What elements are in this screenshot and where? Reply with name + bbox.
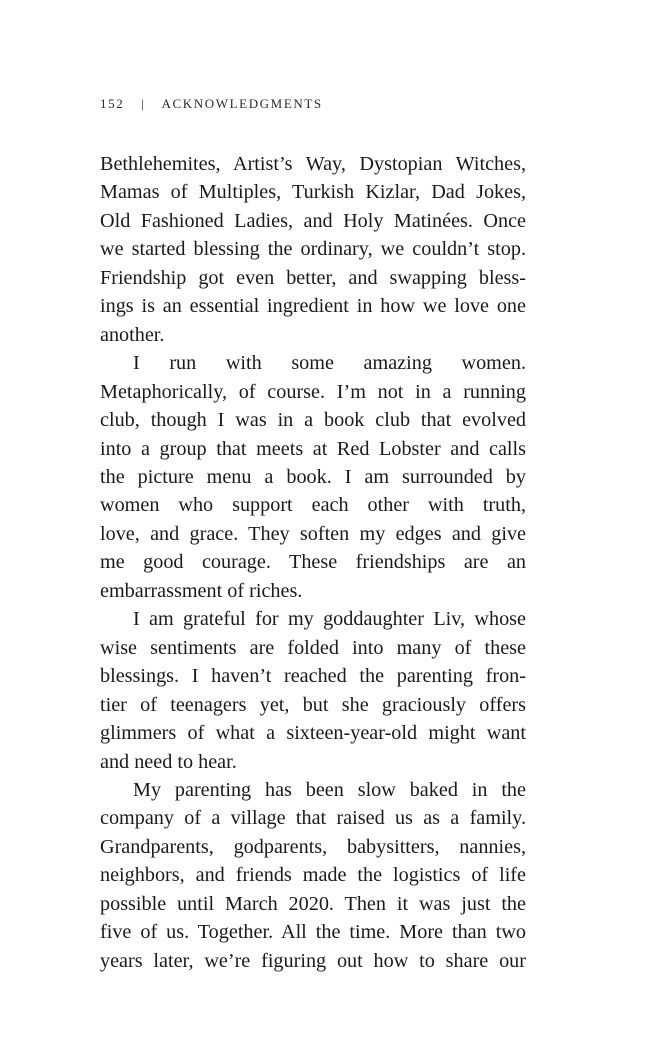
- text-line: wise sentiments are folded into many of these: [100, 636, 526, 659]
- running-head: [100, 96, 323, 112]
- text-line: I run with some amazing women.: [133, 352, 526, 375]
- text-line: five of us. Together. All the time. More than two: [100, 921, 526, 944]
- text-line: Metaphorically, of course. I’m not in a running: [100, 380, 526, 403]
- text-line: My parenting has been slow baked in the: [133, 778, 526, 801]
- text-line: Friendship got even better, and swapping bless-: [100, 266, 526, 289]
- text-line: blessings. I haven’t reached the parenting fron-: [100, 665, 526, 688]
- text-line: neighbors, and friends made the logistics of life: [100, 864, 526, 887]
- text-line: tier of teenagers yet, but she graciously offers: [100, 693, 526, 716]
- section-title: ACKNOWLEDGMENTS: [161, 96, 323, 111]
- text-line: glimmers of what a sixteen-year-old might want: [100, 722, 526, 745]
- text-line: Grandparents, godparents, babysitters, nannies,: [100, 835, 526, 858]
- page-number: 152: [100, 96, 125, 111]
- text-line: women who support each other with truth,: [100, 494, 526, 517]
- text-line: Old Fashioned Ladies, and Holy Matinées. Once: [100, 209, 526, 232]
- text-line: into a group that meets at Red Lobster and calls: [100, 437, 526, 460]
- text-line: years later, we’re figuring out how to share our: [100, 949, 526, 972]
- text-line: I am grateful for my goddaughter Liv, whose: [133, 608, 526, 631]
- paragraph: [100, 776, 526, 975]
- paragraph: [100, 150, 526, 349]
- body-text: [100, 150, 526, 975]
- text-line: possible until March 2020. Then it was just the: [100, 892, 526, 915]
- paragraph: [100, 605, 526, 776]
- text-line: club, though I was in a book club that evolved: [100, 409, 526, 432]
- text-line: Bethlehemites, Artist’s Way, Dystopian Witches,: [100, 153, 526, 175]
- text-line: we started blessing the ordinary, we couldn’t stop.: [100, 238, 526, 261]
- text-line: Mamas of Multiples, Turkish Kizlar, Dad Jokes,: [100, 181, 526, 204]
- header-separator: |: [141, 96, 146, 111]
- text-line: company of a village that raised us as a family.: [100, 807, 526, 830]
- text-line: another.: [100, 323, 165, 346]
- text-line: me good courage. These friendships are an: [100, 551, 526, 574]
- paragraph: [100, 349, 526, 605]
- text-line: and need to hear.: [100, 750, 237, 773]
- text-line: embarrassment of riches.: [100, 579, 303, 602]
- text-line: the picture menu a book. I am surrounded by: [100, 465, 526, 488]
- text-line: love, and grace. They soften my edges and give: [100, 522, 526, 545]
- text-line: ings is an essential ingredient in how we love one: [100, 295, 526, 318]
